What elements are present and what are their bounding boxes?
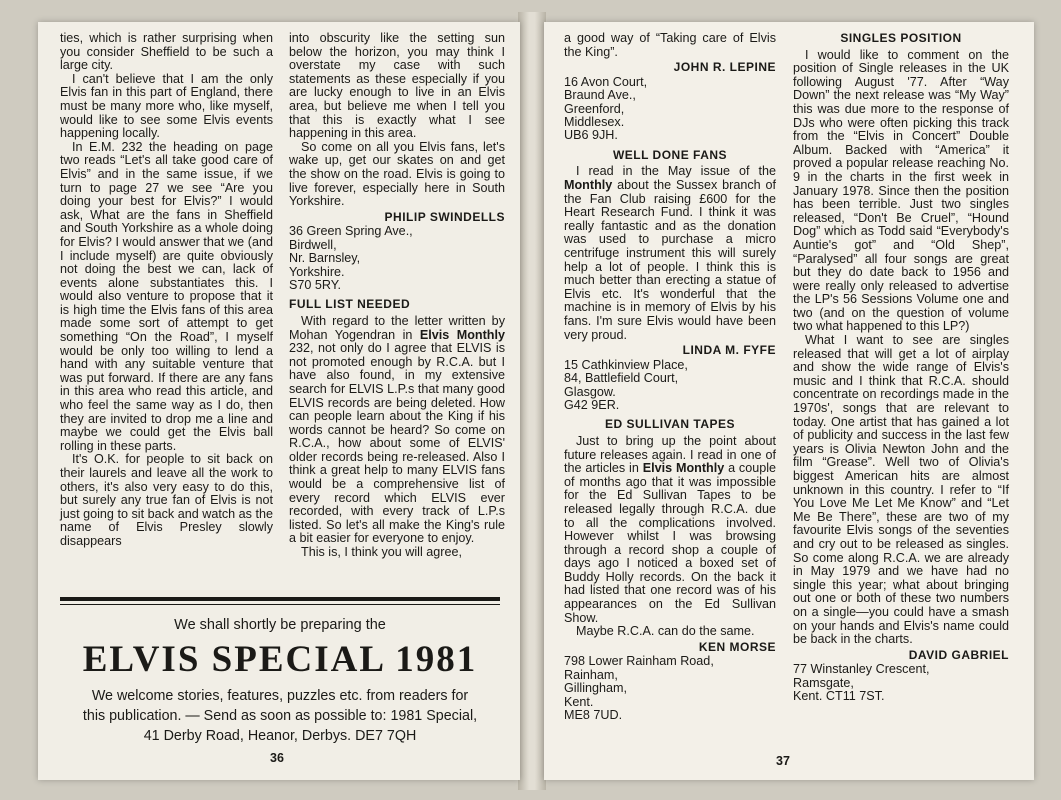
letter-signature: DAVID GABRIEL: [908, 647, 1009, 662]
text-run: I read in the May issue of the: [576, 164, 776, 179]
address-line: Rainham,: [564, 667, 618, 682]
address-line: Kent.: [564, 694, 594, 709]
paragraph: a good way of “Taking care of Elvis the King”.: [564, 31, 776, 59]
address-line: ME8 7UD.: [564, 708, 623, 723]
address-line: 84, Battlefield Court,: [564, 371, 679, 386]
paragraph: I can't believe that I am the only Elvis fan in this part of England, there must be many more who, like myself, would like to see some Elvis events happening locally.: [60, 71, 273, 141]
page-number-left: 36: [270, 751, 284, 765]
text-run: a couple of months ago that it was impossible for the Ed Sullivan Tapes to be released legally through R.C.A. due to all the complications involved. However whilst I was browsing through a record shop a couple of days ago I noticed a boxed set of Buddy Holly records. On the back it had listed that one record was of his appearances on the Ed Sullivan Show.: [564, 461, 777, 625]
paragraph: It's O.K. for people to sit back on their laurels and leave all the work to others, it's also very easy to do this, but surely any true fan of Elvis is not just going to sit back and watch as the name of Elvis Presley slowly disappears: [60, 452, 273, 548]
letter-signature: JOHN R. LEPINE: [673, 60, 776, 75]
letter-heading: WELL DONE FANS: [612, 147, 728, 162]
right-page-column-1: [564, 32, 776, 722]
advert-rule-thin: [60, 604, 500, 605]
letter-heading: ED SULLIVAN TAPES: [604, 417, 736, 432]
address-line: 15 Cathkinview Place,: [564, 357, 688, 372]
address-line: Kent. CT11 7ST.: [793, 689, 885, 704]
letter-signature: LINDA M. FYFE: [682, 343, 776, 358]
paragraph: ties, which is rather surprising when you consider Sheffield to be such a large city.: [60, 31, 273, 73]
address-line: Gillingham,: [564, 681, 627, 696]
paragraph: [564, 435, 776, 625]
address-line: Yorkshire.: [289, 264, 345, 279]
paragraph: into obscurity like the setting sun below the horizon, you may think I overstate my case with such statements as these especially if you are lucky enough to live in an Elvis area, but believe me when I tell you that this is exactly what I see happening in this area.: [289, 31, 505, 141]
paragraph: I would like to comment on the position of Single releases in the UK following August '77. After “Way Down” the next release was “My Way” this was due more to the response of DJs who were often picking this track from the “Elvis in Concert” Double Album. Backed with “America” it proved a popular release reaching No. 9 in the charts in the first week in January 1978. Since then the position has been terrible. Just two singles released, “Don't Be Cruel”, “Hound Dog” which as Todd said “Everybody's Auntie's got” and “Old Shep”, “Paralysed” all four songs are great but they do date back to 1956 and were really only released to advertise the LP's 56 Sessions Volume one and two (and on the question of volume two what happened to this LP?): [793, 47, 1009, 334]
letter-heading: FULL LIST NEEDED: [289, 297, 411, 312]
book-gutter: [518, 12, 546, 790]
left-page-column-2: [289, 32, 505, 560]
advert-intro: We shall shortly be preparing the: [174, 617, 386, 633]
address-line: 36 Green Spring Ave.,: [289, 224, 413, 239]
page-number-right: 37: [776, 754, 790, 768]
paragraph: [564, 165, 776, 342]
address-line: 77 Winstanley Crescent,: [793, 662, 930, 677]
address-line: Nr. Barnsley,: [289, 251, 361, 266]
address-line: G42 9ER.: [564, 397, 620, 412]
advert-body: [52, 686, 508, 746]
text-run: Just to bring up the point about future releases again. I read in one of the articles in: [564, 433, 776, 476]
address-line: Ramsgate,: [793, 675, 854, 690]
address-line: Braund Ave.,: [564, 88, 636, 103]
paragraph: Maybe R.C.A. can do the same.: [576, 624, 755, 639]
paragraph: [289, 315, 505, 546]
address-line: S70 5RY.: [289, 277, 342, 292]
paragraph: So come on all you Elvis fans, let's wake up, get our skates on and get the show on the road. Elvis is going to live forever, especially here in South Yorkshire.: [289, 139, 505, 209]
paragraph: This is, I think you will agree,: [301, 545, 462, 560]
advert-line: We welcome stories, features, puzzles etc. from readers for: [91, 688, 469, 704]
letter-signature: PHILIP SWINDELLS: [384, 209, 505, 224]
address-line: Greenford,: [564, 101, 625, 116]
advert-rule-thick: [60, 597, 500, 601]
text-run: 232, not only do I agree that ELVIS is not promoted enough by R.C.A. but I have also found, in my extensive search for ELVIS L.P.s that many good ELVIS records are being deleted. How can people learn about the King if his words cannot be heard? So come on R.C.A., how about some of ELVIS' older records being re-released. Also I think a great help to many ELVIS fans would be a comprehensive list of every record which ELVIS ever recorded, with every track of L.P.s listed. So let's all make the King's rule a bit easier for everyone to enjoy.: [289, 341, 505, 546]
advert-title: ELVIS SPECIAL 1981: [82, 639, 478, 680]
address-line: 798 Lower Rainham Road,: [564, 654, 714, 669]
address-line: Birdwell,: [289, 237, 337, 252]
address-line: UB6 9JH.: [564, 128, 618, 143]
left-page-column-1: [60, 32, 273, 549]
publication-name: Monthly: [564, 178, 613, 192]
letter-heading: SINGLES POSITION: [840, 31, 962, 45]
advert-line: this publication. — Send as soon as possible to: 1981 Special,: [82, 708, 478, 724]
paragraph: In E.M. 232 the heading on page two reads “Let's all take good care of Elvis” and in the same issue, if we turn to page 27 we see “Are you doing your best for Elvis?” I would ask, What are the fans in Sheffield and South Yorkshire as a whole doing for Elvis? I would answer that we (and I include myself) are quite obviously not doing the best we can, lack of events alone substantiates this. I would also venture to propose that it is high time the Elvis fans of this area made some sort of attempt to get something “On the Road”, I myself would be only too willing to lend a hand with any suitable venture that was put forward. If there are any fans in this area who read this article, and who feel the same way as I do, then they are invited to drop me a line and maybe we could get the Elvis ball rolling in these parts.: [60, 139, 273, 453]
letter-signature: KEN MORSE: [698, 639, 776, 654]
text-run: about the Sussex branch of the Fan Club raising £600 for the Heart Research Fund. I think it was really fantastic and as the donation was used to purchase a micro centrifuge instrument this will surely help a lot of people. I think this is much better than erecting a statue of Elvis etc. It's wonderful that the machine is in memory of Elvis by his fans. I'm sure Elvis would have been very proud.: [564, 178, 777, 342]
publication-name: Elvis Monthly: [642, 461, 725, 476]
advert-line: 41 Derby Road, Heanor, Derbys. DE7 7QH: [143, 728, 417, 744]
address-line: Glasgow.: [564, 384, 616, 399]
address-line: 16 Avon Court,: [564, 74, 648, 89]
text-run: With regard to the letter written by Mohan Yogendran in: [289, 313, 505, 342]
address-line: Middlesex.: [564, 115, 625, 129]
paragraph: What I want to see are singles released that will get a lot of airplay and show the wide range of Elvis's music and I think that R.C.A. should concentrate on recordings made in the 1970s', songs that are relevant to today. One artist that has gained a lot of publicity and success in the last few years is Olivia Newton John and the film “Grease”. Well two of Olivia's biggest American hits are almost unknown in this country. I refer to “If You Love Me Let Me Know” and “Let Me Be There”, these are two of my favourite Elvis songs of the seventies and cry out to be released as singles. So come along R.C.A. we are already in May 1979 and we have had no single this year; what about bringing out one or both of these two numbers on a single—you could have a smash on your hands and Elvis's name could be back in the charts.: [793, 333, 1009, 647]
publication-name: Elvis Monthly: [419, 327, 506, 342]
right-page-column-2: [793, 32, 1009, 704]
